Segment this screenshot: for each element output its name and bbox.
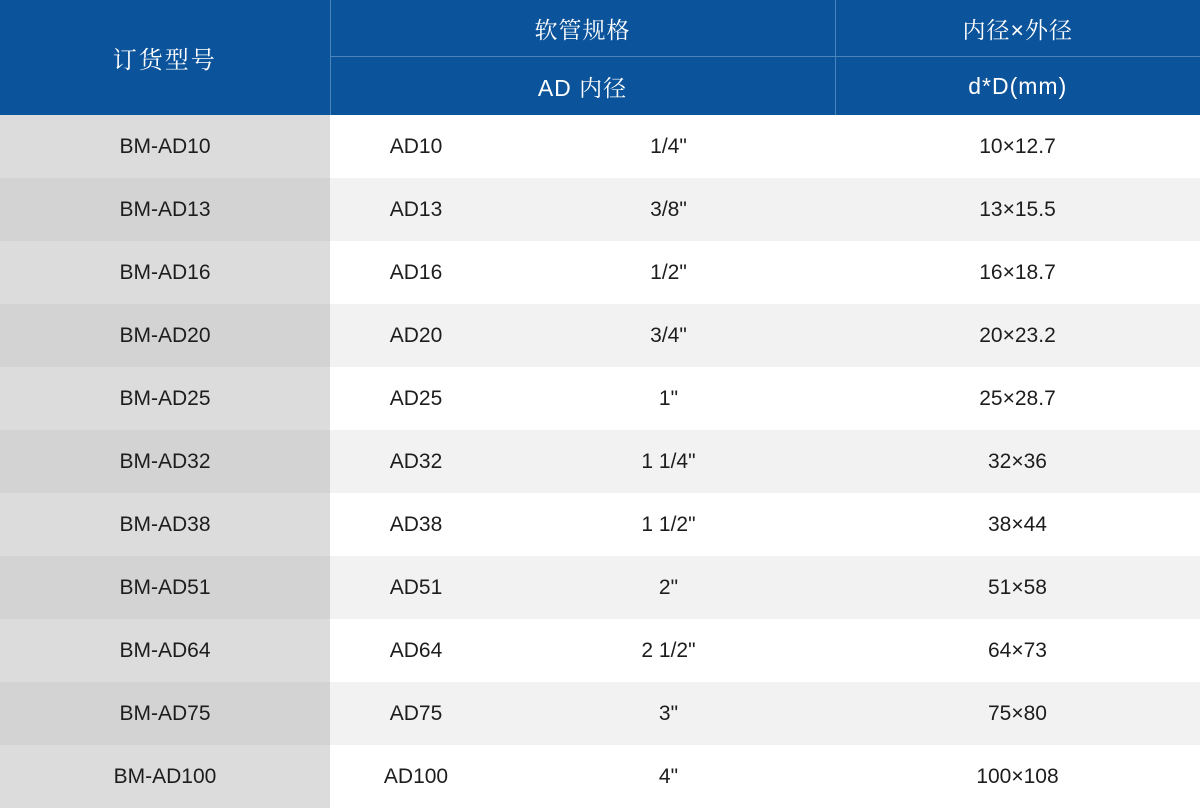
column-header-model: 订货型号 bbox=[0, 0, 330, 115]
cell-dd: 38×44 bbox=[835, 493, 1200, 556]
cell-ad: AD64 bbox=[330, 619, 502, 682]
cell-model: BM-AD25 bbox=[0, 367, 330, 430]
table-row bbox=[0, 115, 1200, 178]
cell-ad: AD16 bbox=[330, 241, 502, 304]
cell-ad: AD75 bbox=[330, 682, 502, 745]
cell-inch: 3/4" bbox=[502, 304, 835, 367]
table-row bbox=[0, 493, 1200, 556]
cell-dd: 25×28.7 bbox=[835, 367, 1200, 430]
table-row bbox=[0, 178, 1200, 241]
table-header bbox=[0, 0, 1200, 115]
cell-model: BM-AD13 bbox=[0, 178, 330, 241]
column-header-ad-inner-diameter: AD 内径 bbox=[330, 57, 835, 116]
column-group-header-diameter: 内径×外径 bbox=[835, 0, 1200, 57]
table-row bbox=[0, 556, 1200, 619]
table-row bbox=[0, 241, 1200, 304]
cell-model: BM-AD10 bbox=[0, 115, 330, 178]
cell-dd: 75×80 bbox=[835, 682, 1200, 745]
column-header-dd-mm: d*D(mm) bbox=[835, 57, 1200, 116]
cell-model: BM-AD20 bbox=[0, 304, 330, 367]
cell-inch: 1 1/4" bbox=[502, 430, 835, 493]
cell-inch: 3/8" bbox=[502, 178, 835, 241]
table-row bbox=[0, 304, 1200, 367]
cell-ad: AD10 bbox=[330, 115, 502, 178]
cell-model: BM-AD38 bbox=[0, 493, 330, 556]
cell-ad: AD25 bbox=[330, 367, 502, 430]
table-body bbox=[0, 115, 1200, 808]
cell-dd: 16×18.7 bbox=[835, 241, 1200, 304]
table-row bbox=[0, 619, 1200, 682]
table-row bbox=[0, 682, 1200, 745]
cell-inch: 1" bbox=[502, 367, 835, 430]
cell-dd: 64×73 bbox=[835, 619, 1200, 682]
table-row bbox=[0, 367, 1200, 430]
table-row bbox=[0, 430, 1200, 493]
column-group-header-hose-spec: 软管规格 bbox=[330, 0, 835, 57]
cell-dd: 100×108 bbox=[835, 745, 1200, 808]
cell-model: BM-AD75 bbox=[0, 682, 330, 745]
cell-dd: 51×58 bbox=[835, 556, 1200, 619]
cell-dd: 13×15.5 bbox=[835, 178, 1200, 241]
cell-inch: 1/4" bbox=[502, 115, 835, 178]
cell-ad: AD51 bbox=[330, 556, 502, 619]
cell-dd: 32×36 bbox=[835, 430, 1200, 493]
cell-model: BM-AD64 bbox=[0, 619, 330, 682]
cell-ad: AD38 bbox=[330, 493, 502, 556]
table-header-row-top bbox=[0, 0, 1200, 57]
cell-ad: AD100 bbox=[330, 745, 502, 808]
cell-inch: 1 1/2" bbox=[502, 493, 835, 556]
cell-inch: 3" bbox=[502, 682, 835, 745]
cell-inch: 4" bbox=[502, 745, 835, 808]
cell-inch: 2 1/2" bbox=[502, 619, 835, 682]
cell-ad: AD20 bbox=[330, 304, 502, 367]
cell-model: BM-AD32 bbox=[0, 430, 330, 493]
cell-dd: 20×23.2 bbox=[835, 304, 1200, 367]
cell-dd: 10×12.7 bbox=[835, 115, 1200, 178]
cell-ad: AD32 bbox=[330, 430, 502, 493]
cell-model: BM-AD16 bbox=[0, 241, 330, 304]
cell-inch: 2" bbox=[502, 556, 835, 619]
cell-model: BM-AD100 bbox=[0, 745, 330, 808]
cell-ad: AD13 bbox=[330, 178, 502, 241]
cell-inch: 1/2" bbox=[502, 241, 835, 304]
table-row bbox=[0, 745, 1200, 808]
cell-model: BM-AD51 bbox=[0, 556, 330, 619]
